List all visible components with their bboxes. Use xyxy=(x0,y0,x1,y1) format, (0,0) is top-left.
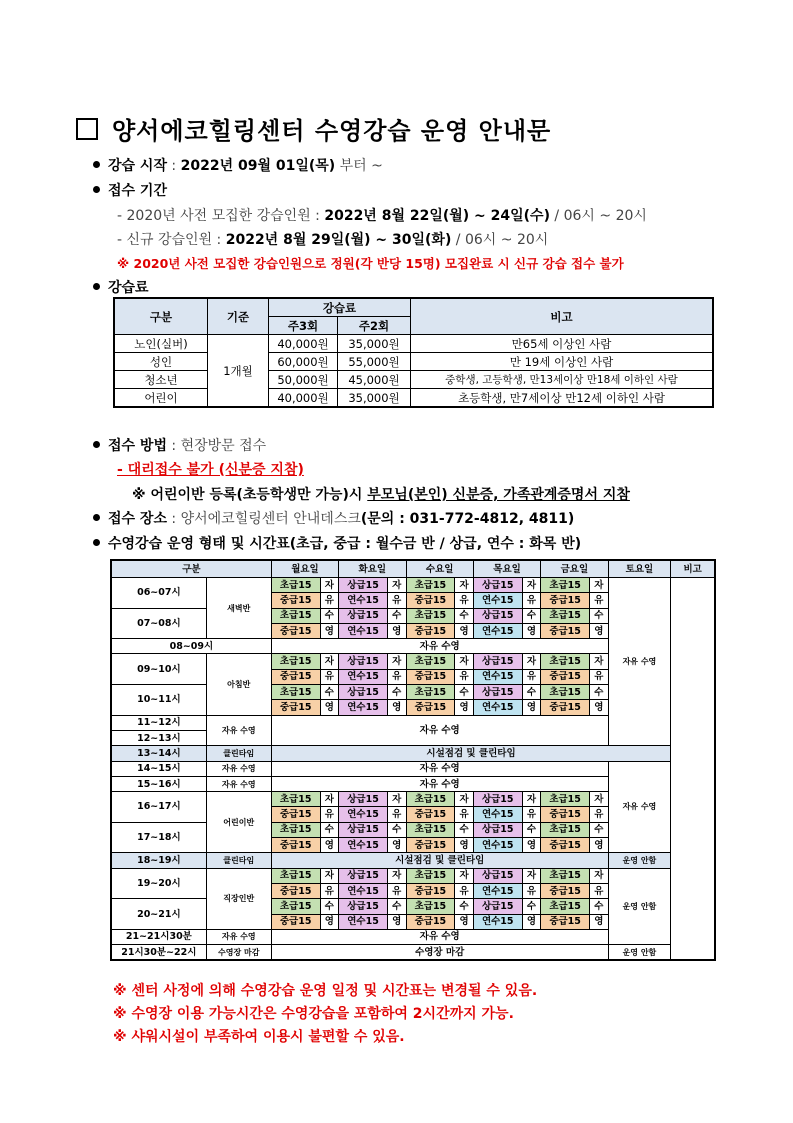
time-slot: 07~08시 xyxy=(111,608,206,639)
saturday-cell: 운영 안함 xyxy=(608,945,671,961)
fee-cell: 성인 xyxy=(114,353,208,371)
class-group: 자유 수영 xyxy=(206,715,271,746)
table-row xyxy=(114,389,713,408)
free-swim: 자유 수영 xyxy=(271,761,608,776)
class-cell: 연수15 xyxy=(473,883,522,898)
free-char: 자 xyxy=(522,792,541,807)
class-cell: 초급15 xyxy=(541,578,590,593)
class-cell: 초급15 xyxy=(541,899,590,914)
saturday-cell: 자유 수영 xyxy=(608,578,671,746)
fee-header-w2: 주2회 xyxy=(338,317,411,335)
free-char: 자 xyxy=(320,654,339,669)
time-slot: 11~12시 xyxy=(111,715,206,730)
fee-cell: 어린이 xyxy=(114,389,208,408)
method-kids xyxy=(132,484,630,504)
class-cell: 연수15 xyxy=(339,669,388,684)
class-cell: 중급15 xyxy=(406,593,455,608)
start-suffix: 부터 ~ xyxy=(335,158,383,174)
free-char: 수 xyxy=(455,608,474,623)
table-row xyxy=(114,371,713,389)
class-cell: 초급15 xyxy=(406,792,455,807)
time-slot: 06~07시 xyxy=(111,578,206,609)
free-swim: 자유 수영 xyxy=(271,715,608,746)
free-char: 자 xyxy=(320,792,339,807)
time-slot: 13~14시 xyxy=(111,746,206,761)
class-cell: 초급15 xyxy=(271,685,320,700)
class-cell: 상급15 xyxy=(339,899,388,914)
class-cell: 연수15 xyxy=(473,669,522,684)
free-char: 자 xyxy=(590,654,609,669)
class-cell: 상급15 xyxy=(339,792,388,807)
schedule-header: 화요일 xyxy=(339,560,406,578)
place-line xyxy=(93,508,574,528)
free-char: 자 xyxy=(522,654,541,669)
class-cell: 상급15 xyxy=(473,578,522,593)
class-cell: 초급15 xyxy=(406,654,455,669)
fee-cell: 40,000원 xyxy=(269,389,338,408)
reception-line1-suffix: / 06시 ~ 20시 xyxy=(549,208,647,224)
clean-time: 시설점검 및 클린타임 xyxy=(271,853,608,868)
method-kids-b: 부모님(본인) 신분증, 가족관계증명서 지참 xyxy=(367,487,630,503)
method-line xyxy=(93,435,266,455)
free-char: 유 xyxy=(590,669,609,684)
reception-notice: ※ 2020년 사전 모집한 강습인원으로 정원(각 반당 15명) 모집완료 시 신규 강습 접수 불가 xyxy=(117,256,624,271)
method-label: 접수 방법 xyxy=(108,438,167,454)
time-slot: 21시30분~22시 xyxy=(111,945,206,961)
free-char: 유 xyxy=(522,883,541,898)
class-cell: 초급15 xyxy=(406,822,455,837)
class-cell: 연수15 xyxy=(339,807,388,822)
class-cell: 중급15 xyxy=(541,623,590,638)
class-cell: 연수15 xyxy=(473,593,522,608)
table-row xyxy=(111,560,715,578)
start-sep: : xyxy=(166,158,181,174)
note-3: ※ 샤워시설이 부족하여 이용시 불편할 수 있음. xyxy=(113,1029,405,1045)
class-cell: 상급15 xyxy=(473,899,522,914)
fee-label xyxy=(93,277,149,297)
fee-basis: 1개월 xyxy=(208,335,269,408)
page-title xyxy=(76,111,551,146)
method-text: : 현장방문 접수 xyxy=(166,438,267,454)
free-char: 자 xyxy=(387,792,406,807)
free-char: 자 xyxy=(320,578,339,593)
reception-line2-suffix: / 06시 ~ 20시 xyxy=(451,232,549,248)
free-char: 유 xyxy=(320,883,339,898)
class-group: 수영장 마감 xyxy=(206,945,271,961)
free-char: 수 xyxy=(320,685,339,700)
class-cell: 중급15 xyxy=(541,669,590,684)
class-cell: 중급15 xyxy=(406,700,455,715)
class-cell: 초급15 xyxy=(271,608,320,623)
place-text: : 양서에코힐링센터 안내데스크 xyxy=(166,511,361,527)
class-cell: 중급15 xyxy=(271,623,320,638)
free-char: 유 xyxy=(522,593,541,608)
class-group: 자유 수영 xyxy=(206,929,271,944)
class-cell: 연수15 xyxy=(339,623,388,638)
free-char: 자 xyxy=(590,868,609,883)
fee-header-w3: 주3회 xyxy=(269,317,338,335)
class-cell: 중급15 xyxy=(271,838,320,853)
schedule-label-text: 수영강습 운영 형태 및 시간표(초급, 중급 : 월수금 반 / 상급, 연수 : 화목 반) xyxy=(108,536,582,552)
schedule-header: 목요일 xyxy=(473,560,540,578)
class-cell: 상급15 xyxy=(473,822,522,837)
class-cell: 초급15 xyxy=(541,792,590,807)
class-cell: 초급15 xyxy=(406,899,455,914)
free-swim: 자유 수영 xyxy=(271,776,608,791)
free-char: 자 xyxy=(320,868,339,883)
class-cell: 중급15 xyxy=(406,669,455,684)
class-cell: 중급15 xyxy=(406,883,455,898)
free-char: 자 xyxy=(522,868,541,883)
class-cell: 연수15 xyxy=(473,914,522,929)
class-cell: 상급15 xyxy=(473,654,522,669)
free-char: 수 xyxy=(320,822,339,837)
table-row xyxy=(111,761,715,776)
free-char: 유 xyxy=(387,807,406,822)
free-char: 영 xyxy=(590,914,609,929)
free-char: 영 xyxy=(320,700,339,715)
fee-cell: 초등학생, 만7세이상 만12세 이하인 사람 xyxy=(411,389,714,408)
class-cell: 중급15 xyxy=(406,623,455,638)
table-row xyxy=(111,578,715,593)
fee-cell: 노인(실버) xyxy=(114,335,208,353)
method-proxy: - 대리접수 불가 (신분증 지참) xyxy=(117,462,304,478)
class-cell: 연수15 xyxy=(339,914,388,929)
class-cell: 초급15 xyxy=(406,685,455,700)
class-cell: 연수15 xyxy=(473,623,522,638)
class-cell: 초급15 xyxy=(541,654,590,669)
free-char: 영 xyxy=(590,623,609,638)
class-cell: 상급15 xyxy=(339,578,388,593)
fee-cell: 중학생, 고등학생, 만13세이상 만18세 이하인 사람 xyxy=(411,371,714,389)
note-1: ※ 센터 사정에 의해 수영강습 운영 일정 및 시간표는 변경될 수 있음. xyxy=(113,983,538,999)
class-cell: 초급15 xyxy=(406,868,455,883)
note-cell xyxy=(671,578,715,961)
free-char: 자 xyxy=(590,578,609,593)
reception-line2 xyxy=(117,229,548,249)
time-slot: 17~18시 xyxy=(111,822,206,853)
start-line xyxy=(93,155,383,175)
free-char: 수 xyxy=(522,822,541,837)
table-row xyxy=(111,945,715,961)
class-cell: 상급15 xyxy=(473,868,522,883)
free-char: 영 xyxy=(455,914,474,929)
free-char: 자 xyxy=(590,792,609,807)
class-group: 새벽반 xyxy=(206,578,271,639)
class-cell: 초급15 xyxy=(271,654,320,669)
class-cell: 중급15 xyxy=(541,593,590,608)
free-char: 수 xyxy=(455,899,474,914)
table-row xyxy=(111,868,715,883)
class-cell: 중급15 xyxy=(541,807,590,822)
time-slot: 20~21시 xyxy=(111,899,206,930)
free-char: 수 xyxy=(387,685,406,700)
class-cell: 초급15 xyxy=(541,822,590,837)
class-cell: 초급15 xyxy=(406,608,455,623)
class-cell: 중급15 xyxy=(271,807,320,822)
class-group: 아침반 xyxy=(206,654,271,715)
class-cell: 상급15 xyxy=(473,685,522,700)
class-cell: 중급15 xyxy=(406,807,455,822)
schedule-table xyxy=(110,559,716,961)
free-char: 영 xyxy=(590,700,609,715)
free-char: 영 xyxy=(455,838,474,853)
class-cell: 초급15 xyxy=(541,685,590,700)
free-char: 수 xyxy=(387,899,406,914)
free-char: 수 xyxy=(320,608,339,623)
free-char: 유 xyxy=(455,669,474,684)
note-2: ※ 수영장 이용 가능시간은 수영강습을 포함하여 2시간까지 가능. xyxy=(113,1006,514,1022)
class-group: 어린이반 xyxy=(206,792,271,853)
class-cell: 상급15 xyxy=(339,608,388,623)
class-cell: 중급15 xyxy=(541,838,590,853)
fee-header-basis: 기준 xyxy=(208,298,269,335)
fee-cell: 50,000원 xyxy=(269,371,338,389)
free-char: 자 xyxy=(455,654,474,669)
fee-cell: 55,000원 xyxy=(338,353,411,371)
free-char: 수 xyxy=(522,685,541,700)
class-cell: 중급15 xyxy=(406,914,455,929)
class-cell: 초급15 xyxy=(271,822,320,837)
reception-line2-date: 2022년 8월 29일(월) ~ 30일(화) xyxy=(225,232,452,248)
class-cell: 초급15 xyxy=(541,608,590,623)
free-char: 수 xyxy=(387,822,406,837)
free-char: 유 xyxy=(320,669,339,684)
title-text: 양서에코힐링센터 수영강습 운영 안내문 xyxy=(112,117,552,145)
fee-cell: 45,000원 xyxy=(338,371,411,389)
class-cell: 연수15 xyxy=(473,838,522,853)
free-swim: 자유 수영 xyxy=(271,929,608,944)
class-cell: 중급15 xyxy=(271,669,320,684)
free-char: 유 xyxy=(320,593,339,608)
free-char: 자 xyxy=(387,868,406,883)
free-char: 자 xyxy=(455,792,474,807)
free-char: 수 xyxy=(590,822,609,837)
free-char: 유 xyxy=(455,883,474,898)
class-cell: 상급15 xyxy=(473,608,522,623)
fee-header-fee: 강습료 xyxy=(269,298,411,317)
class-cell: 초급15 xyxy=(541,868,590,883)
free-char: 유 xyxy=(522,807,541,822)
free-char: 자 xyxy=(455,578,474,593)
fee-label-text: 강습료 xyxy=(108,280,149,296)
class-cell: 연수15 xyxy=(339,883,388,898)
fee-cell: 만65세 이상인 사람 xyxy=(411,335,714,353)
free-swim: 자유 수영 xyxy=(271,639,608,654)
fee-cell: 40,000원 xyxy=(269,335,338,353)
reception-line1-prefix: - 2020년 사전 모집한 강습인원 : xyxy=(117,208,325,224)
free-char: 유 xyxy=(320,807,339,822)
reception-label xyxy=(93,180,167,200)
class-cell: 중급15 xyxy=(541,914,590,929)
free-char: 영 xyxy=(522,914,541,929)
pool-close: 수영장 마감 xyxy=(271,945,608,961)
method-kids-a: ※ 어린이반 등록(초등학생만 가능)시 xyxy=(132,487,368,503)
class-cell: 상급15 xyxy=(473,792,522,807)
free-char: 유 xyxy=(522,669,541,684)
class-cell: 연수15 xyxy=(339,838,388,853)
free-char: 자 xyxy=(387,654,406,669)
time-slot: 12~13시 xyxy=(111,730,206,745)
reception-line1 xyxy=(117,205,647,225)
schedule-header: 토요일 xyxy=(608,560,671,578)
time-slot: 19~20시 xyxy=(111,868,206,899)
class-cell: 초급15 xyxy=(271,899,320,914)
fee-cell: 60,000원 xyxy=(269,353,338,371)
free-char: 유 xyxy=(387,669,406,684)
schedule-header: 월요일 xyxy=(271,560,338,578)
time-slot: 15~16시 xyxy=(111,776,206,791)
class-cell: 중급15 xyxy=(271,914,320,929)
free-char: 영 xyxy=(522,623,541,638)
free-char: 수 xyxy=(590,899,609,914)
free-char: 유 xyxy=(387,883,406,898)
time-slot: 09~10시 xyxy=(111,654,206,685)
class-cell: 상급15 xyxy=(339,654,388,669)
free-char: 수 xyxy=(522,608,541,623)
saturday-cell: 자유 수영 xyxy=(608,761,671,853)
class-cell: 상급15 xyxy=(339,685,388,700)
free-char: 영 xyxy=(387,623,406,638)
class-cell: 연수15 xyxy=(339,700,388,715)
free-char: 영 xyxy=(387,838,406,853)
free-char: 수 xyxy=(522,899,541,914)
free-char: 영 xyxy=(590,838,609,853)
place-contact: (문의 : 031-772-4812, 4811) xyxy=(360,511,575,527)
free-char: 유 xyxy=(590,593,609,608)
reception-line2-prefix: - 신규 강습인원 : xyxy=(117,232,226,248)
fee-header-category: 구분 xyxy=(114,298,208,335)
free-char: 유 xyxy=(590,883,609,898)
class-cell: 중급15 xyxy=(541,883,590,898)
free-char: 영 xyxy=(320,914,339,929)
saturday-cell: 운영 안함 xyxy=(608,868,671,944)
class-cell: 초급15 xyxy=(271,792,320,807)
class-group: 클린타임 xyxy=(206,853,271,868)
place-label: 접수 장소 xyxy=(108,511,167,527)
reception-line1-date: 2022년 8월 22일(월) ~ 24일(수) xyxy=(324,208,550,224)
schedule-label xyxy=(93,533,581,553)
free-char: 영 xyxy=(455,623,474,638)
free-char: 수 xyxy=(455,685,474,700)
fee-table xyxy=(113,297,714,408)
free-char: 수 xyxy=(387,608,406,623)
fee-cell: 청소년 xyxy=(114,371,208,389)
free-char: 영 xyxy=(522,838,541,853)
free-char: 유 xyxy=(387,593,406,608)
time-slot: 14~15시 xyxy=(111,761,206,776)
fee-header-note: 비고 xyxy=(411,298,714,335)
class-cell: 초급15 xyxy=(406,578,455,593)
free-char: 유 xyxy=(590,807,609,822)
table-row xyxy=(111,746,715,761)
class-cell: 상급15 xyxy=(339,822,388,837)
saturday-cell: 운영 안함 xyxy=(608,853,671,868)
class-cell: 중급15 xyxy=(406,838,455,853)
class-cell: 초급15 xyxy=(271,578,320,593)
class-group: 직장인반 xyxy=(206,868,271,929)
free-char: 영 xyxy=(522,700,541,715)
free-char: 유 xyxy=(455,807,474,822)
class-cell: 중급15 xyxy=(271,700,320,715)
class-cell: 초급15 xyxy=(271,868,320,883)
reception-label-text: 접수 기간 xyxy=(108,183,167,199)
class-cell: 상급15 xyxy=(339,868,388,883)
free-char: 영 xyxy=(387,914,406,929)
free-char: 영 xyxy=(320,838,339,853)
free-char: 수 xyxy=(455,822,474,837)
start-label: 강습 시작 xyxy=(108,158,167,174)
free-char: 수 xyxy=(590,608,609,623)
fee-cell: 만 19세 이상인 사람 xyxy=(411,353,714,371)
schedule-header: 수요일 xyxy=(406,560,473,578)
free-char: 자 xyxy=(455,868,474,883)
free-char: 영 xyxy=(320,623,339,638)
time-slot: 16~17시 xyxy=(111,792,206,823)
schedule-header: 금요일 xyxy=(541,560,608,578)
free-char: 유 xyxy=(455,593,474,608)
free-char: 수 xyxy=(590,685,609,700)
free-char: 수 xyxy=(320,899,339,914)
clean-time: 시설점검 및 클린타임 xyxy=(271,746,671,761)
checkbox-square-icon xyxy=(76,118,98,140)
schedule-header: 비고 xyxy=(671,560,715,578)
time-slot: 18~19시 xyxy=(111,853,206,868)
class-cell: 연수15 xyxy=(339,593,388,608)
fee-cell: 35,000원 xyxy=(338,335,411,353)
class-cell: 연수15 xyxy=(473,807,522,822)
free-char: 자 xyxy=(522,578,541,593)
time-slot: 21~21시30분 xyxy=(111,929,206,944)
fee-cell: 35,000원 xyxy=(338,389,411,408)
class-cell: 중급15 xyxy=(271,593,320,608)
free-char: 자 xyxy=(387,578,406,593)
free-char: 영 xyxy=(387,700,406,715)
time-slot: 08~09시 xyxy=(111,639,271,654)
schedule-header: 구분 xyxy=(111,560,271,578)
table-row xyxy=(111,853,715,868)
class-group: 클린타임 xyxy=(206,746,271,761)
class-group: 자유 수영 xyxy=(206,761,271,776)
class-cell: 연수15 xyxy=(473,700,522,715)
table-row xyxy=(114,353,713,371)
class-cell: 중급15 xyxy=(271,883,320,898)
free-char: 영 xyxy=(455,700,474,715)
class-cell: 중급15 xyxy=(541,700,590,715)
class-group: 자유 수영 xyxy=(206,776,271,791)
table-row xyxy=(114,335,713,353)
time-slot: 10~11시 xyxy=(111,685,206,716)
start-date: 2022년 09월 01일(목) xyxy=(180,158,336,174)
